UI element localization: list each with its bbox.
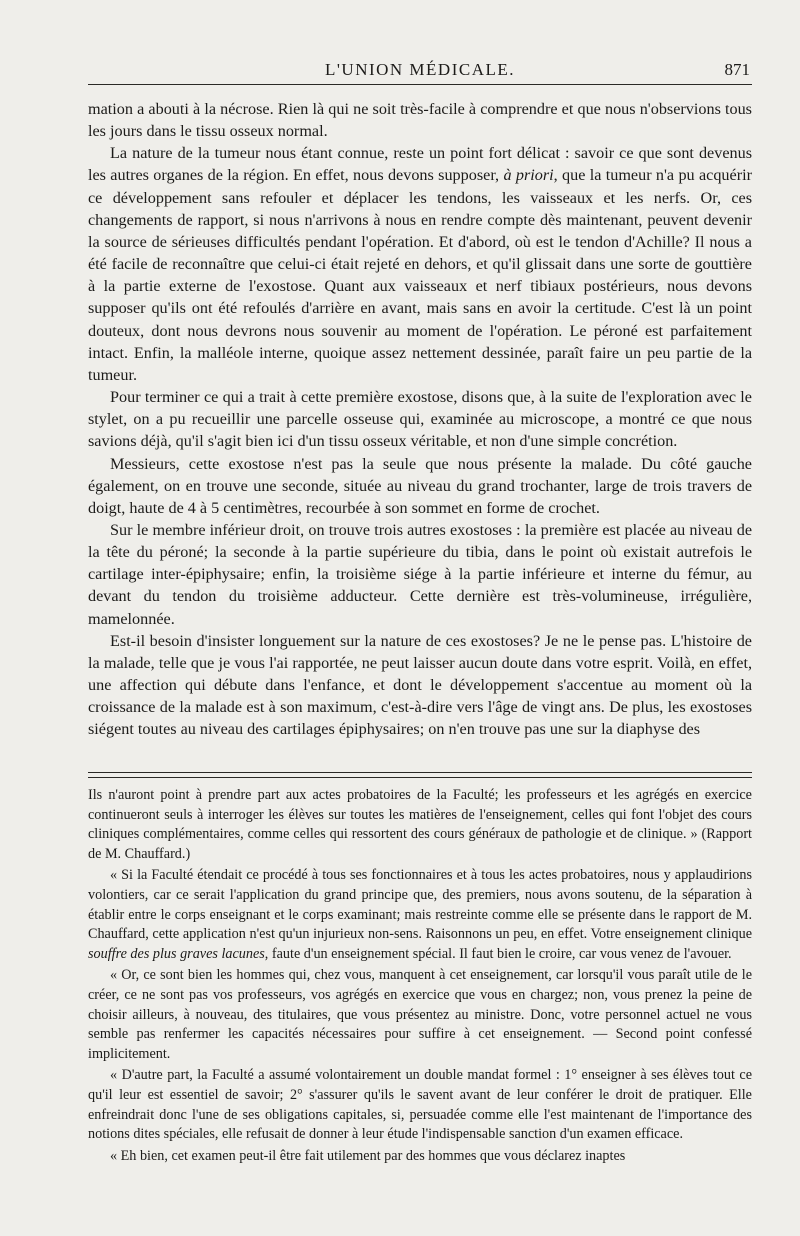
paragraph-2-italic: à priori (503, 166, 554, 185)
note-paragraph-2-part-a: « Si la Faculté étendait ce procédé à tous ses fonctionnaires et à tous les actes probatoires, nous y applaudirions volontiers, car ce serait l'application du grand principe que, des premiers, nous avons soutenu, de la séparation à établir entre le corps enseignant et le corps examinant; mais restreinte comme elle se présente dans le rapport de M. Chauffard, cette application n'est qu'un injurieux non-sens. Raisonnons un peu, en effet. Votre enseignement clinique (88, 867, 752, 943)
main-text (88, 98, 752, 741)
page-header (88, 54, 752, 84)
paragraph-4: Messieurs, cette exostose n'est pas la seule que nous présente la malade. Du côté gauche également, on en trouve une seconde, située au niveau du grand trochanter, large de trois travers de doigt, haute de 4 à 5 centimètres, recourbée à son sommet en forme de crochet. (88, 454, 752, 517)
paragraph-5: Sur le membre inférieur droit, on trouve trois autres exostoses : la première est placée au niveau de la tête du péroné; la seconde à la partie supérieure du tibia, dans le point où existait autrefois le cartilage inter-épiphysaire; enfin, la troisième siége à la partie inférieure et interne du fémur, au devant du tendon du troisième adducteur. Cette dernière est très-volumineuse, irrégulière, mamelonnée. (88, 520, 752, 628)
header-rule (88, 84, 752, 85)
paragraph-2-part-a: La nature de la tumeur nous étant connue, reste un point fort délicat : savoir ce que sont devenus les autres organes de la région. En effet, nous devons supposer, (88, 144, 752, 185)
note-paragraph-1: Ils n'auront point à prendre part aux actes probatoires de la Faculté; les professeurs et les agrégés en exercice continueront seuls à interroger les élèves sur toutes les matières de l'enseignement, celles qui font l'objet des cours cliniques complémentaires, comme celles qui ressortent des cours généraux de pathologie et de clinique. » (Rapport de M. Chauffard.) (88, 787, 752, 862)
paragraph-2 (88, 142, 752, 386)
note-paragraph-2-part-b: , faute d'un enseignement spécial. Il faut bien le croire, car vous venez de l'avouer. (264, 945, 732, 962)
note-paragraph-5: « Eh bien, cet examen peut-il être fait utilement par des hommes que vous déclarez inaptes (110, 1147, 626, 1164)
paragraph-1: mation a abouti à la nécrose. Rien là qui ne soit très-facile à comprendre et que nous n'observions tous les jours dans le tissu osseux normal. (88, 100, 752, 141)
footnote-separator (88, 772, 752, 778)
paragraph-6: Est-il besoin d'insister longuement sur la nature de ces exostoses? Je ne le pense pas. L'histoire de la malade, telle que je vous l'ai rapportée, ne peut laisser aucun doute dans votre esprit. Voilà, en effet, une affection qui débute dans l'enfance, et dont le développement s'accentue au moment où la croissance de la malade est à son maximum, c'est-à-dire vers l'âge de vingt ans. De plus, les exostoses siégent toutes au niveau des cartilages épiphysaires; on n'en trouve pas une sur la diaphyse des (88, 631, 752, 739)
note-paragraph-4: « D'autre part, la Faculté a assumé volontairement un double mandat formel : 1° enseigner à ses élèves tout ce qu'il leur est essentiel de savoir; 2° s'assurer qu'ils le savent avant de leur conférer le droit de pratiquer. Elle enfreindrait donc l'une de ses obligations capitales, si, persuadée comme elle l'est maintenant de l'importance des notions dites spéciales, elle refusait de donner à leur étude l'indispensable sanction d'un examen efficace. (88, 1067, 752, 1143)
running-title: L'UNION MÉDICALE. (324, 60, 516, 79)
footnote-text (88, 786, 752, 1168)
paragraph-2-part-b: , que la tumeur n'a pu acquérir ce développement sans refouler et déplacer les tendons, les vaisseaux et les nerfs. Or, ces changements de rapport, si nous n'arrivons à nous en rendre compte dès maintenant, peuvent devenir la source de sérieuses difficultés pendant l'opération. Et d'abord, où est le tendon d'Achille? Il nous a été facile de reconnaître que celui-ci était rejeté en dehors, et qu'il glissait dans une sorte de gouttière à la partie externe de l'exostose. Quant aux vaisseaux et nerf tibiaux postérieurs, nous devons supposer qu'ils ont été refoulés d'arrière en avant, mais sans en avoir la certitude. C'est là un point douteux, dont nous devrons nous souvenir au moment de l'opération. Le péroné est parfaitement intact. Enfin, la malléole interne, quoique assez nettement dessinée, paraît faire un peu partie de la tumeur. (88, 166, 752, 384)
page-number: 871 (724, 60, 750, 79)
paragraph-3: Pour terminer ce qui a trait à cette première exostose, disons que, à la suite de l'exploration avec le stylet, on a pu recueillir une parcelle osseuse qui, examinée au microscope, a montré ce que nous savions déjà, qu'il s'agit bien ici d'un tissu osseux véritable, et non d'une simple concrétion. (88, 388, 752, 451)
note-paragraph-2-italic: souffre des plus graves lacunes (88, 945, 265, 962)
note-paragraph-3: « Or, ce sont bien les hommes qui, chez vous, manquent à cet enseignement, car lorsqu'il vous paraît utile de le créer, ce ne sont pas vos professeurs, vos agrégés en exercice que vous en chargez; non, vous prenez la peine de choisir ailleurs, à nouveau, des titulaires, que vous présentez au ministre. Donc, votre personnel actuel ne vous semble pas renfermer les capacités nécessaires pour suffire à cet enseignement. — Second point confessé implicitement. (88, 967, 752, 1062)
note-paragraph-2 (88, 866, 752, 964)
